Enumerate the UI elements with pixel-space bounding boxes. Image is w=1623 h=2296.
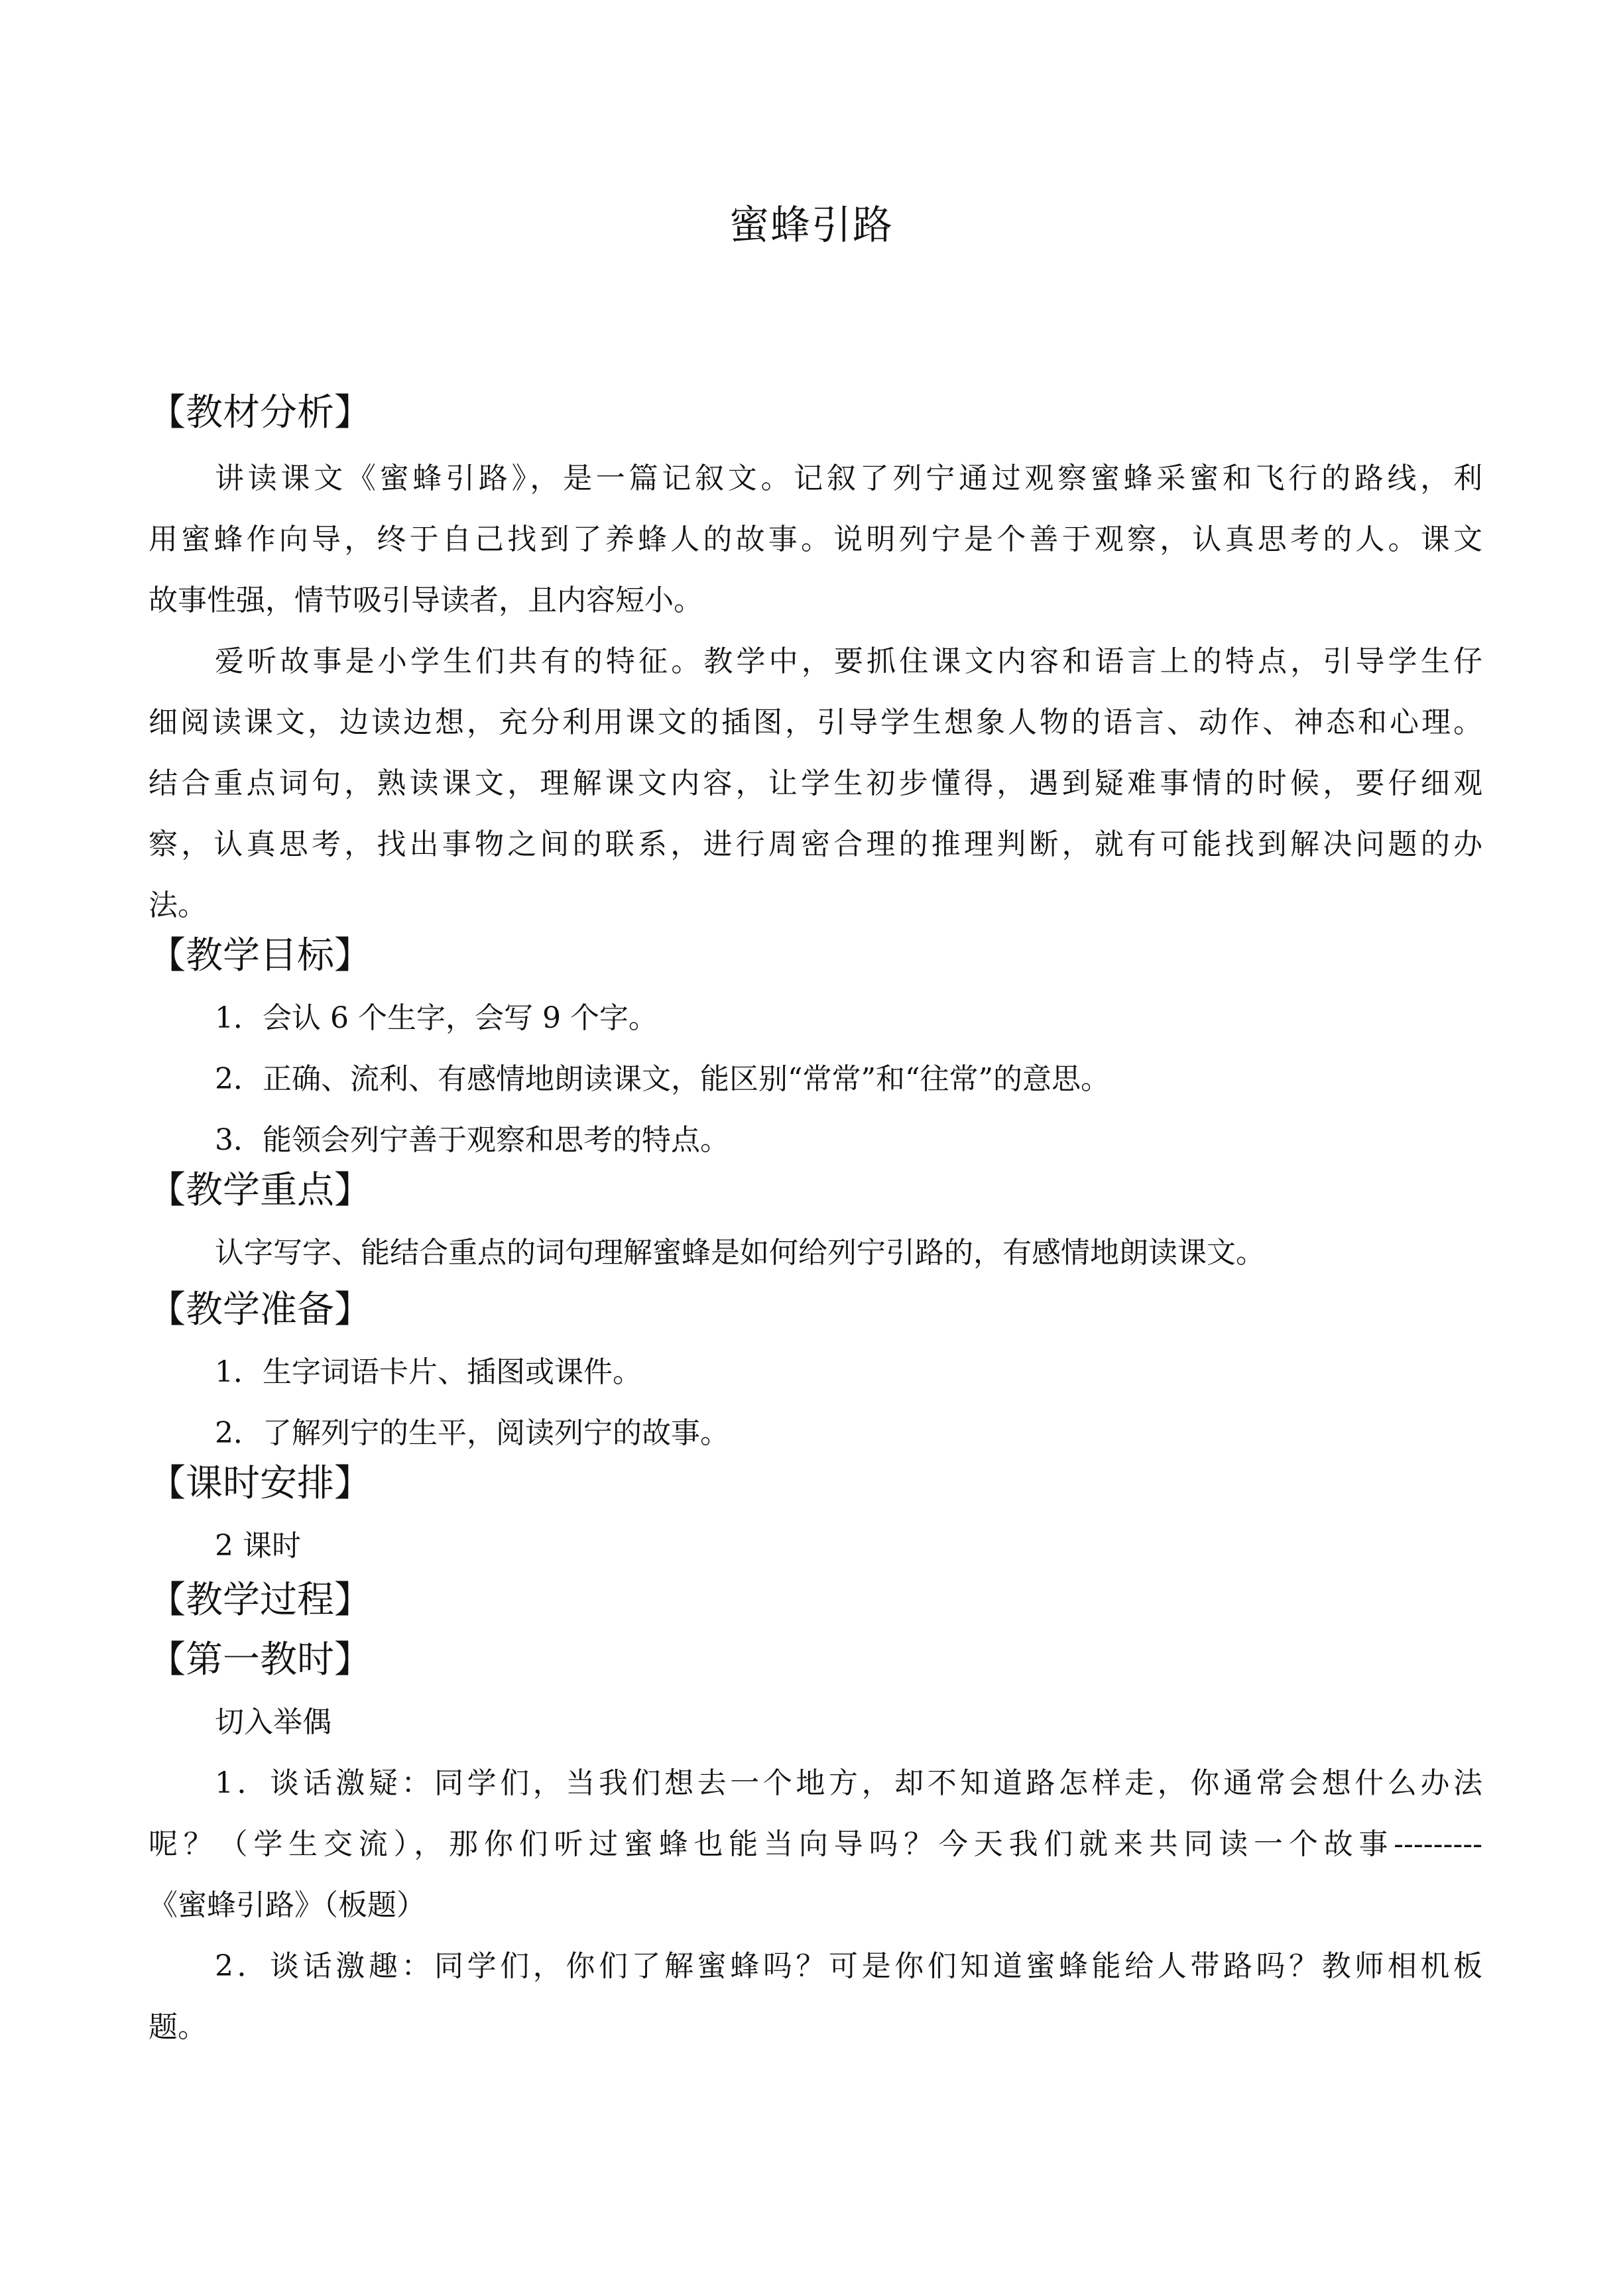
paragraph-line: 结合重点词句，熟读课文，理解课文内容，让学生初步懂得，遇到疑难事情的时候，要仔细观: [149, 766, 1482, 800]
paragraph-line: 讲读课文《蜜蜂引路》，是一篇记叙文。记叙了列宁通过观察蜜蜂采蜜和飞行的路线，利: [215, 461, 1482, 495]
paragraph-line: 2 课时: [215, 1529, 301, 1563]
paragraph-line: 认字写字、能结合重点的词句理解蜜蜂是如何给列宁引路的，有感情地朗读课文。: [215, 1236, 1265, 1270]
heading-objectives: 【教学目标】: [149, 934, 371, 977]
list-item: 3．能领会列宁善于观察和思考的特点。: [215, 1123, 729, 1157]
heading-first-lesson: 【第一教时】: [149, 1638, 371, 1681]
paragraph-line: 切入举偶: [215, 1705, 331, 1739]
paragraph-line: 用蜜蜂作向导，终于自己找到了养蜂人的故事。说明列宁是个善于观察，认真思考的人。课文: [149, 522, 1482, 556]
paragraph-line: 《蜜蜂引路》（板题）: [149, 1888, 426, 1922]
list-item: 2．了解列宁的生平，阅读列宁的故事。: [215, 1416, 729, 1450]
paragraph-line: 爱听故事是小学生们共有的特征。教学中，要抓住课文内容和语言上的特点，引导学生仔: [215, 644, 1482, 678]
paragraph-line: 法。: [149, 888, 207, 922]
heading-key-points: 【教学重点】: [149, 1169, 371, 1212]
paragraph-line: 细阅读课文，边读边想，充分利用课文的插图，引导学生想象人物的语言、动作、神态和心理。: [149, 705, 1482, 739]
list-item: 2．正确、流利、有感情地朗读课文，能区别“常常”和“往常”的意思。: [215, 1062, 1110, 1096]
paragraph-line: 察，认真思考，找出事物之间的联系，进行周密合理的推理判断，就有可能找到解决问题的办: [149, 827, 1482, 861]
page-title: 蜜蜂引路: [729, 202, 894, 249]
paragraph-line: 题。: [149, 2010, 207, 2044]
paragraph-line: 故事性强，情节吸引导读者，且内容短小。: [149, 583, 703, 617]
paragraph-line: 1．谈话激疑：同学们，当我们想去一个地方，却不知道路怎样走，你通常会想什么办法: [215, 1766, 1482, 1800]
list-item: 1．生字词语卡片、插图或课件。: [215, 1355, 642, 1389]
heading-schedule: 【课时安排】: [149, 1462, 371, 1505]
list-item: 1．会认 6 个生字，会写 9 个字。: [215, 1001, 658, 1035]
paragraph-line: 2．谈话激趣：同学们，你们了解蜜蜂吗？可是你们知道蜜蜂能给人带路吗？教师相机板: [215, 1949, 1482, 1983]
heading-process: 【教学过程】: [149, 1579, 371, 1622]
heading-preparation: 【教学准备】: [149, 1288, 371, 1331]
paragraph-line: 呢？（学生交流），那你们听过蜜蜂也能当向导吗？今天我们就来共同读一个故事---------: [149, 1827, 1482, 1861]
heading-material-analysis: 【教材分析】: [149, 391, 371, 434]
